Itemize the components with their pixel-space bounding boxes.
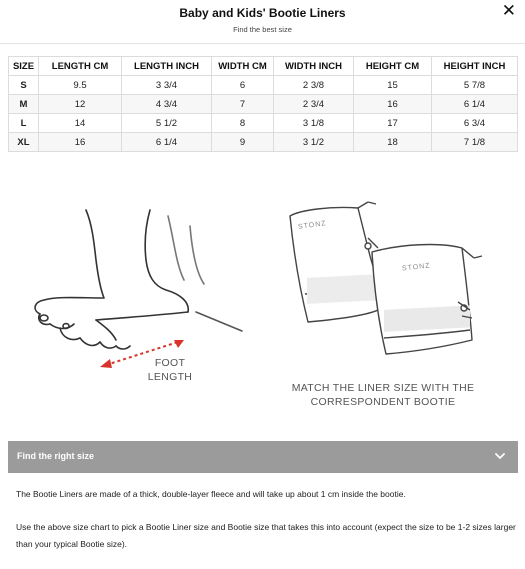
find-right-size-accordion[interactable]	[8, 441, 518, 473]
col-header-width-cm: WIDTH CM	[212, 57, 274, 76]
modal-title: Baby and Kids' Bootie Liners	[179, 6, 346, 20]
table-cell: 5 7/8	[432, 76, 518, 95]
table-cell: 6 3/4	[432, 114, 518, 133]
table-row	[9, 133, 518, 152]
table-row	[9, 114, 518, 133]
table-cell: 7	[212, 95, 274, 114]
table-cell: 17	[354, 114, 432, 133]
foot-icon	[35, 210, 242, 349]
table-cell: 16	[39, 133, 122, 152]
brand-logo-liner: STONZ	[297, 220, 327, 231]
bootie-liner-icon	[290, 202, 382, 322]
match-label-line2: CORRESPONDENT BOOTIE	[310, 396, 456, 408]
size-illustration	[0, 160, 525, 425]
table-cell: 8	[212, 114, 274, 133]
foot-label-line2: LENGTH	[147, 371, 193, 383]
table-cell: 18	[354, 133, 432, 152]
table-cell: 7 1/8	[432, 133, 518, 152]
col-header-height-cm: HEIGHT CM	[354, 57, 432, 76]
table-cell: 15	[354, 76, 432, 95]
bootie-icon	[372, 245, 482, 354]
table-cell: 2 3/4	[274, 95, 354, 114]
col-header-size: SIZE	[9, 57, 39, 76]
table-cell: 14	[39, 114, 122, 133]
table-cell: 6 1/4	[122, 133, 212, 152]
table-cell: 6	[212, 76, 274, 95]
match-size-label	[268, 381, 498, 409]
table-cell: 6 1/4	[432, 95, 518, 114]
modal-header	[0, 0, 525, 44]
description-paragraph-1: The Bootie Liners are made of a thick, double-layer fleece and will take up about 1 cm inside the bootie.	[16, 489, 406, 499]
brand-logo-bootie: STONZ	[401, 262, 431, 273]
table-cell: 16	[354, 95, 432, 114]
size-cell: XL	[9, 133, 39, 152]
table-cell: 3 3/4	[122, 76, 212, 95]
foot-length-label	[130, 356, 210, 384]
chevron-down-icon[interactable]	[493, 449, 507, 463]
size-table	[8, 56, 518, 152]
table-cell: 3 1/2	[274, 133, 354, 152]
table-cell: 3 1/8	[274, 114, 354, 133]
col-header-length-inch: LENGTH INCH	[122, 57, 212, 76]
table-cell: 12	[39, 95, 122, 114]
table-cell: 9	[212, 133, 274, 152]
table-cell: 4 3/4	[122, 95, 212, 114]
col-header-height-inch: HEIGHT INCH	[432, 57, 518, 76]
close-icon[interactable]: ✕	[501, 1, 516, 20]
table-cell: 5 1/2	[122, 114, 212, 133]
accordion-title: Find the right size	[17, 451, 95, 461]
size-cell: S	[9, 76, 39, 95]
description-paragraph-2: Use the above size chart to pick a Bootie Liner size and Bootie size that takes this into account (expect the size to be 1-2 sizes larger than your typical Bootie size).	[16, 522, 516, 549]
match-label-line1: MATCH THE LINER SIZE WITH THE	[291, 382, 475, 394]
table-row	[9, 76, 518, 95]
foot-label-line1: FOOT	[154, 357, 186, 369]
table-row	[9, 95, 518, 114]
col-header-length-cm: LENGTH CM	[39, 57, 122, 76]
col-header-width-inch: WIDTH INCH	[274, 57, 354, 76]
table-cell: 2 3/8	[274, 76, 354, 95]
modal-subtitle: Find the best size	[233, 25, 292, 34]
size-cell: M	[9, 95, 39, 114]
size-table-header-row	[9, 57, 518, 76]
size-cell: L	[9, 114, 39, 133]
table-cell: 9.5	[39, 76, 122, 95]
